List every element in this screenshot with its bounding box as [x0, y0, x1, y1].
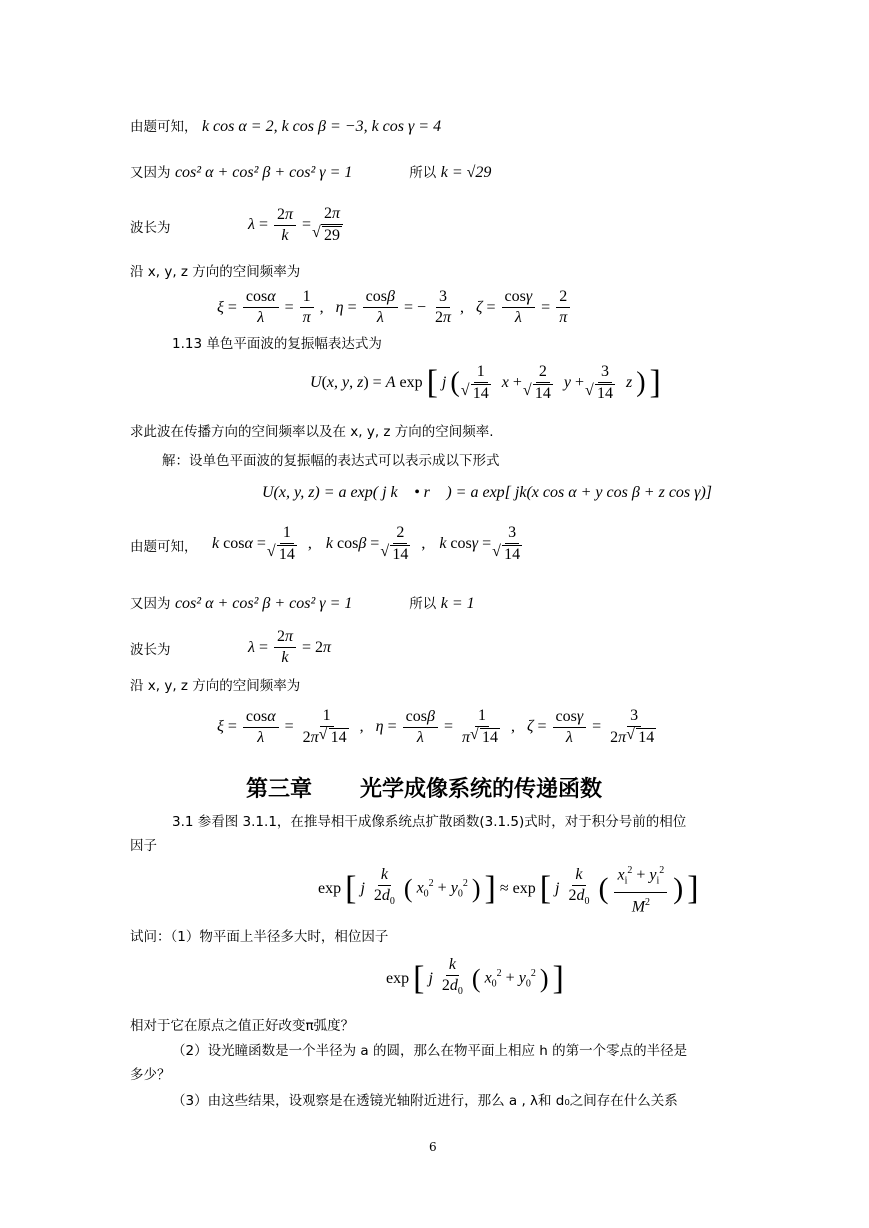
wavelength-equation-1: λ = $\frac{2\pi}{k}$ = 2π √ 29: [246, 205, 351, 245]
identity-equation-2: cos² α + cos² β + cos² γ = 1: [174, 595, 353, 612]
chapter-number: 第三章: [246, 777, 313, 802]
identity-suffix-2: 所以: [409, 596, 437, 612]
spatial-frequency-label-2: 沿 x, y, z 方向的空间频率为: [130, 678, 301, 694]
phase-factor-approximation: exp [ j $\frac{k}{2d_0}$ ( $x_0^2 + y_0^2$ ) ] ≈ exp [ j $\frac{k}{2d_0}$ ( $\frac{x_i^2 + y_i^2}{M^2}$ ) ]: [316, 862, 701, 916]
wavelength-label-1: 波长为: [130, 220, 171, 236]
identity-line-2: [130, 594, 475, 614]
given-equation: k cos α = 2, k cos β = −3, k cos γ = 4: [201, 118, 442, 135]
identity-suffix: 所以: [409, 165, 437, 181]
question-part-2: （2）设光瞳函数是一个半径为 a 的圆，那么在物平面上相应 h 的第一个零点的半径是: [172, 1043, 688, 1059]
question-part-1: 试问：（1）物平面上半径多大时，相位因子: [130, 929, 389, 945]
wavelength-equation-2: λ = $\frac{2\pi}{k}$ = 2π: [248, 628, 332, 666]
spatial-frequency-label-1: 沿 x, y, z 方向的空间频率为: [130, 264, 301, 280]
problem-3-1-line-1: 3.1 参看图 3.1.1，在推导相干成像系统点扩散函数(3.1.5)式时，对于积分号前的相位: [172, 814, 687, 830]
page-number: 6: [429, 1140, 437, 1154]
identity-prefix-2: 又因为: [130, 596, 171, 612]
given-equation-2: k cosα = 1 √ 14 , k cosβ = 2 √ 14 , k cosγ = 3 √ 14: [210, 524, 531, 564]
problem-3-1-line-2: 因子: [130, 838, 157, 854]
chapter-heading: [246, 772, 602, 803]
identity-equation: cos² α + cos² β + cos² γ = 1: [174, 164, 353, 181]
given-line-1: [130, 117, 441, 137]
solution-intro: 解：设单色平面波的复振幅的表达式可以表示成以下形式: [162, 453, 500, 469]
spatial-frequency-equation-2: ξ = $\frac{\cos\alpha}{\lambda}$ = $\frac{1}{2\pi√ 14}$ , η = $\frac{\cos\beta}{\lambda}$ = $\frac{1}{\pi√ 14}$ , ζ = $\frac{\cos\gamma}{\lambda}$ = $\frac{3}{2\pi√ 14}$: [215, 707, 665, 747]
solution-equation: U(x, y, z) = a exp( j k⃗ • r⃗ ) = a exp[ jk(x cos α + y cos β + z cos γ)]: [262, 484, 713, 501]
identity-line-1: [130, 163, 491, 183]
identity-prefix: 又因为: [130, 165, 171, 181]
given-prefix-2: 由题可知，: [130, 539, 198, 555]
given-prefix: 由题可知，: [130, 119, 198, 135]
spatial-frequency-equation-1: ξ = $\frac{\cos\alpha}{\lambda}$ = $\frac{1}{\pi}$ , η = $\frac{\cos\beta}{\lambda}$ = − $\frac{3}{2\pi}$ , ζ = $\frac{\cos\gamma}{\lambda}$ = $\frac{2}{\pi}$: [215, 288, 574, 327]
question-part-3: （3）由这些结果，设观察是在透镜光轴附近进行，那么 a , λ和 d₀之间存在什么关系: [172, 1093, 678, 1109]
phase-factor: exp [ j $\frac{k}{2d_0}$ ( $x_0^2 + y_0^2$ ) ]: [386, 956, 564, 998]
complex-amplitude-equation: U(x, y, z) = A exp [ j ( 1 √ 14 x + 2 √ 14 y + 3 √ 14 z ) ]: [308, 363, 663, 403]
k-result: k = √29: [440, 164, 492, 181]
chapter-title: 光学成像系统的传递函数: [360, 777, 603, 802]
wavelength-label-2: 波长为: [130, 642, 171, 658]
question-part-2-continued: 多少？: [130, 1067, 171, 1083]
k-result-2: k = 1: [440, 595, 475, 612]
question-part-1-continued: 相对于它在原点之值正好改变π弧度？: [130, 1018, 355, 1034]
problem-1-13: 1.13 单色平面波的复振幅表达式为: [172, 336, 382, 352]
question-1-13: 求此波在传播方向的空间频率以及在 x, y, z 方向的空间频率.: [130, 424, 494, 440]
